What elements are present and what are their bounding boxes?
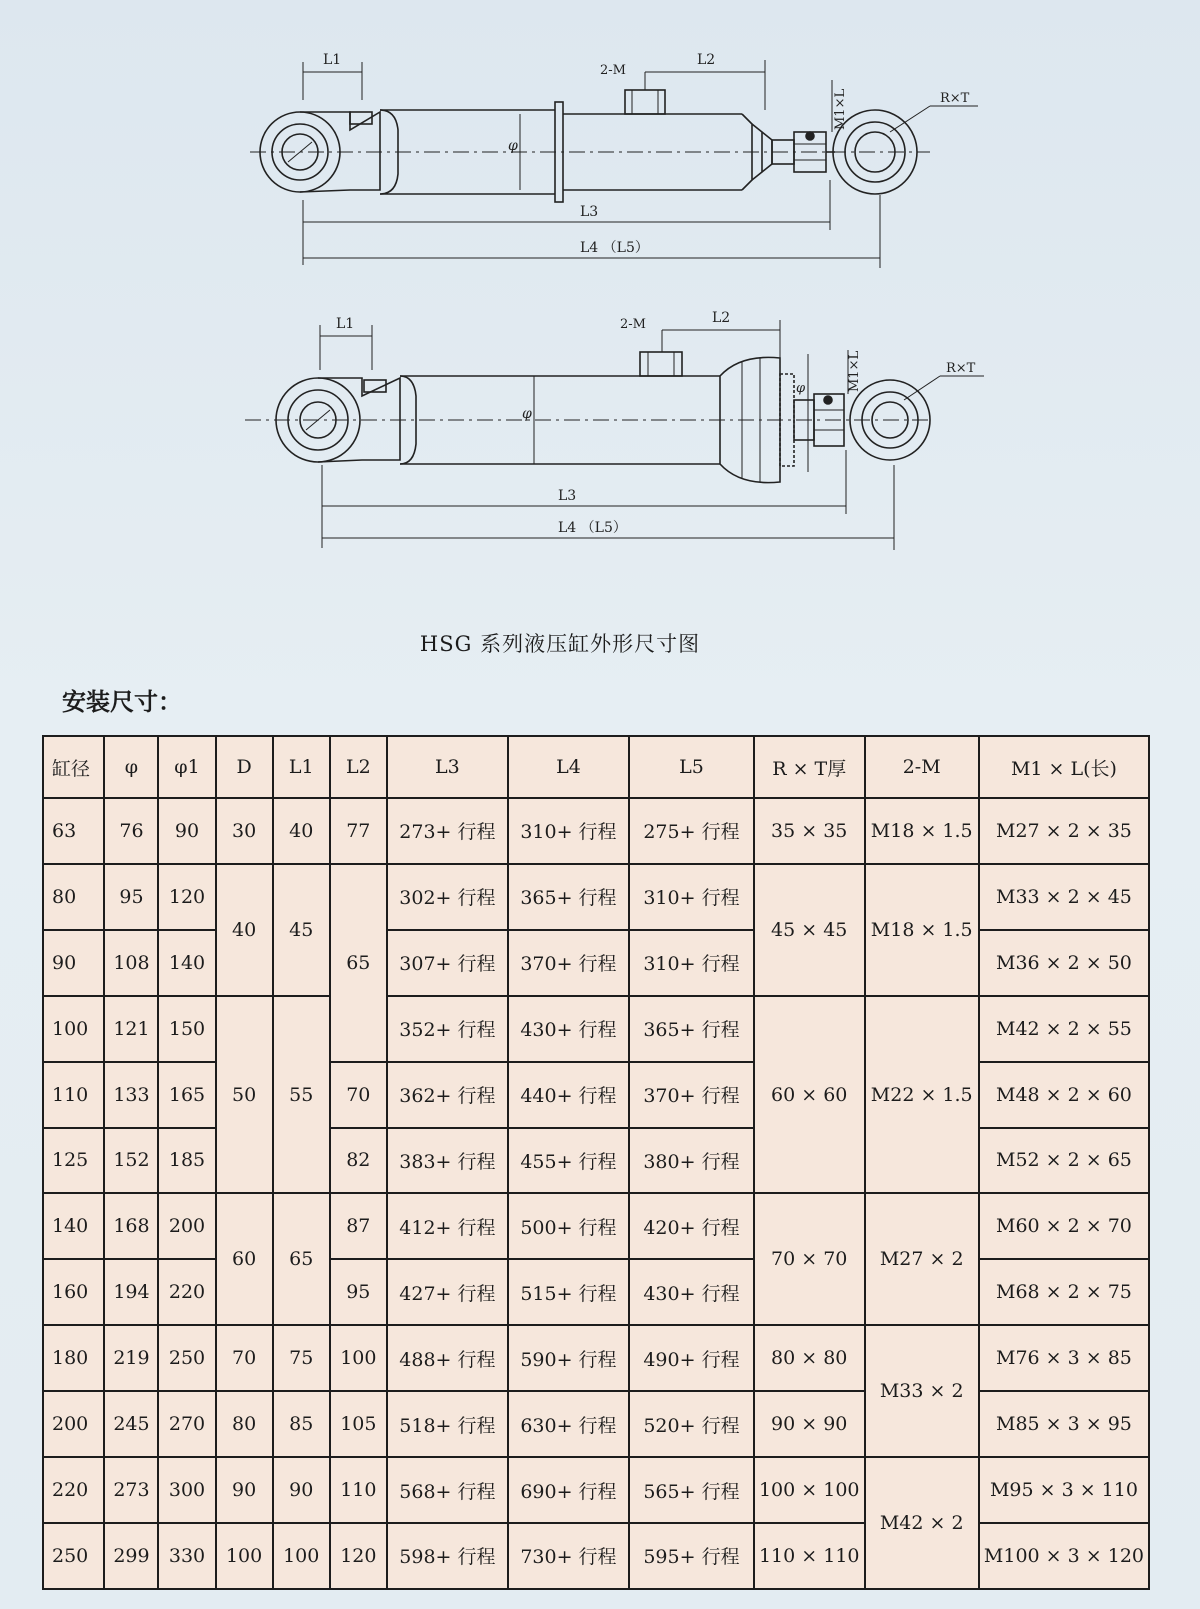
- cell-2m: M22 × 1.5: [865, 996, 979, 1194]
- cell-2m: M18 × 1.5: [865, 798, 979, 864]
- cell-phi1: 250: [158, 1325, 215, 1391]
- cylinder-drawing-top: [0, 40, 1200, 280]
- cell-phi: 95: [104, 864, 158, 930]
- table-row: [43, 1259, 1149, 1325]
- installation-dimensions-table: [42, 735, 1150, 1590]
- cell-l5: 420+ 行程: [629, 1193, 754, 1259]
- col-l4: L4: [508, 736, 629, 798]
- col-m1l: M1 × L(长): [979, 736, 1149, 798]
- label-phi-top: φ: [508, 138, 518, 154]
- cell-phi1: 90: [158, 798, 215, 864]
- cell-l4: 690+ 行程: [508, 1457, 629, 1523]
- cell-phi: 219: [104, 1325, 158, 1391]
- cell-m1l: M27 × 2 × 35: [979, 798, 1149, 864]
- cell-phi: 273: [104, 1457, 158, 1523]
- cell-2m: M42 × 2: [865, 1457, 979, 1589]
- cell-l2: 70: [330, 1062, 387, 1128]
- section-title: 安装尺寸：: [62, 688, 182, 716]
- col-d: D: [216, 736, 273, 798]
- table-header-row: [43, 736, 1149, 798]
- cell-2m: M33 × 2: [865, 1325, 979, 1457]
- table-row: [43, 1062, 1149, 1128]
- cell-l3: 427+ 行程: [387, 1259, 508, 1325]
- cell-l1: 40: [273, 798, 330, 864]
- cell-d: 100: [216, 1523, 273, 1589]
- label-2m-bottom: 2-M: [620, 317, 646, 332]
- cell-l5: 430+ 行程: [629, 1259, 754, 1325]
- cell-l4: 515+ 行程: [508, 1259, 629, 1325]
- cell-l2: 105: [330, 1391, 387, 1457]
- table-row: [43, 1523, 1149, 1589]
- cell-l3: 412+ 行程: [387, 1193, 508, 1259]
- cell-l2: 100: [330, 1325, 387, 1391]
- label-l3-bottom: L3: [558, 488, 577, 504]
- cell-m1l: M76 × 3 × 85: [979, 1325, 1149, 1391]
- col-phi: φ: [104, 736, 158, 798]
- cell-phi1: 270: [158, 1391, 215, 1457]
- cell-bore: 125: [43, 1128, 104, 1194]
- col-l5: L5: [629, 736, 754, 798]
- cell-l2: 120: [330, 1523, 387, 1589]
- cell-phi1: 165: [158, 1062, 215, 1128]
- cell-rt: 100 × 100: [754, 1457, 865, 1523]
- cell-m1l: M48 × 2 × 60: [979, 1062, 1149, 1128]
- cell-phi1: 330: [158, 1523, 215, 1589]
- cell-l5: 520+ 行程: [629, 1391, 754, 1457]
- cell-phi: 168: [104, 1193, 158, 1259]
- cell-d: 90: [216, 1457, 273, 1523]
- cell-l3: 383+ 行程: [387, 1128, 508, 1194]
- cell-l3: 273+ 行程: [387, 798, 508, 864]
- table-row: [43, 1193, 1149, 1259]
- table-row: [43, 1391, 1149, 1457]
- cell-bore: 100: [43, 996, 104, 1062]
- figure-caption: HSG 系列液压缸外形尺寸图: [419, 632, 701, 656]
- col-2m: 2-M: [865, 736, 979, 798]
- cell-phi: 245: [104, 1391, 158, 1457]
- cell-l4: 310+ 行程: [508, 798, 629, 864]
- label-l4l5-bottom: L4 （L5）: [558, 520, 627, 536]
- cell-l5: 310+ 行程: [629, 864, 754, 930]
- cell-l5: 490+ 行程: [629, 1325, 754, 1391]
- cell-m1l: M100 × 3 × 120: [979, 1523, 1149, 1589]
- cell-l4: 630+ 行程: [508, 1391, 629, 1457]
- label-phi-bottom: φ: [522, 406, 532, 422]
- cell-l2: 77: [330, 798, 387, 864]
- rear-eye-top: [260, 112, 340, 192]
- cell-2m: M27 × 2: [865, 1193, 979, 1325]
- cell-phi1: 120: [158, 864, 215, 930]
- cell-l1: 55: [273, 996, 330, 1194]
- cell-m1l: M33 × 2 × 45: [979, 864, 1149, 930]
- cell-phi: 299: [104, 1523, 158, 1589]
- label-rt-bottom: R×T: [946, 361, 976, 376]
- col-l3: L3: [387, 736, 508, 798]
- cell-d: 60: [216, 1193, 273, 1325]
- cell-l2: 110: [330, 1457, 387, 1523]
- cell-l4: 370+ 行程: [508, 930, 629, 996]
- cell-phi: 152: [104, 1128, 158, 1194]
- cell-l3: 302+ 行程: [387, 864, 508, 930]
- cell-phi1: 140: [158, 930, 215, 996]
- cell-bore: 250: [43, 1523, 104, 1589]
- label-phi1-bottom: φ: [796, 381, 806, 396]
- label-l2-top: L2: [697, 52, 716, 68]
- cell-d: 50: [216, 996, 273, 1194]
- cell-rt: 90 × 90: [754, 1391, 865, 1457]
- cell-l4: 440+ 行程: [508, 1062, 629, 1128]
- cell-l5: 595+ 行程: [629, 1523, 754, 1589]
- cell-l4: 730+ 行程: [508, 1523, 629, 1589]
- cell-l3: 488+ 行程: [387, 1325, 508, 1391]
- label-l1-bottom: L1: [336, 316, 355, 332]
- col-rt: R × T厚: [754, 736, 865, 798]
- table-row: [43, 798, 1149, 864]
- cell-rt: 70 × 70: [754, 1193, 865, 1325]
- cell-d: 70: [216, 1325, 273, 1391]
- table-row: [43, 1325, 1149, 1391]
- cell-l3: 518+ 行程: [387, 1391, 508, 1457]
- cell-l5: 380+ 行程: [629, 1128, 754, 1194]
- cell-l3: 568+ 行程: [387, 1457, 508, 1523]
- cell-l5: 565+ 行程: [629, 1457, 754, 1523]
- cell-l1: 65: [273, 1193, 330, 1325]
- cell-l5: 370+ 行程: [629, 1062, 754, 1128]
- cell-rt: 110 × 110: [754, 1523, 865, 1589]
- cell-l5: 275+ 行程: [629, 798, 754, 864]
- cell-l4: 365+ 行程: [508, 864, 629, 930]
- cell-l2: 65: [330, 864, 387, 1062]
- cell-phi: 194: [104, 1259, 158, 1325]
- cell-m1l: M95 × 3 × 110: [979, 1457, 1149, 1523]
- label-l1-top: L1: [323, 52, 342, 68]
- cell-m1l: M60 × 2 × 70: [979, 1193, 1149, 1259]
- cell-bore: 200: [43, 1391, 104, 1457]
- cell-l1: 45: [273, 864, 330, 996]
- cell-bore: 160: [43, 1259, 104, 1325]
- cell-l4: 500+ 行程: [508, 1193, 629, 1259]
- col-bore: 缸径: [43, 736, 104, 798]
- cell-bore: 110: [43, 1062, 104, 1128]
- col-l1: L1: [273, 736, 330, 798]
- cell-phi1: 200: [158, 1193, 215, 1259]
- cell-m1l: M85 × 3 × 95: [979, 1391, 1149, 1457]
- table-row: [43, 1457, 1149, 1523]
- cell-phi: 133: [104, 1062, 158, 1128]
- cell-phi: 121: [104, 996, 158, 1062]
- cell-m1l: M42 × 2 × 55: [979, 996, 1149, 1062]
- cell-bore: 80: [43, 864, 104, 930]
- cell-l4: 430+ 行程: [508, 996, 629, 1062]
- cell-bore: 63: [43, 798, 104, 864]
- cell-l5: 310+ 行程: [629, 930, 754, 996]
- table-row: [43, 996, 1149, 1062]
- cell-rt: 45 × 45: [754, 864, 865, 996]
- table-row: [43, 930, 1149, 996]
- label-m1l-top: M1×L: [833, 88, 848, 130]
- label-m1l-bottom: M1×L: [847, 350, 862, 392]
- cell-l2: 82: [330, 1128, 387, 1194]
- cell-bore: 180: [43, 1325, 104, 1391]
- cell-l1: 85: [273, 1391, 330, 1457]
- cylinder-drawing-bottom: [0, 300, 1200, 580]
- cell-phi: 108: [104, 930, 158, 996]
- rear-eye-bottom: [276, 378, 360, 462]
- cell-rt: 35 × 35: [754, 798, 865, 864]
- cell-2m: M18 × 1.5: [865, 864, 979, 996]
- cell-phi: 76: [104, 798, 158, 864]
- label-2m-top: 2-M: [600, 63, 626, 78]
- label-l2-bottom: L2: [712, 310, 731, 326]
- label-l4l5-top: L4 （L5）: [580, 240, 649, 256]
- cell-l5: 365+ 行程: [629, 996, 754, 1062]
- label-rt-top: R×T: [940, 91, 970, 106]
- cell-rt: 60 × 60: [754, 996, 865, 1194]
- cell-l1: 75: [273, 1325, 330, 1391]
- cell-bore: 220: [43, 1457, 104, 1523]
- cell-l3: 362+ 行程: [387, 1062, 508, 1128]
- cell-phi1: 150: [158, 996, 215, 1062]
- cell-m1l: M36 × 2 × 50: [979, 930, 1149, 996]
- cell-bore: 140: [43, 1193, 104, 1259]
- cell-phi1: 300: [158, 1457, 215, 1523]
- cell-d: 80: [216, 1391, 273, 1457]
- col-l2: L2: [330, 736, 387, 798]
- label-l3-top: L3: [580, 204, 599, 220]
- table-row: [43, 1128, 1149, 1194]
- cell-phi1: 220: [158, 1259, 215, 1325]
- table-row: [43, 864, 1149, 930]
- cell-d: 30: [216, 798, 273, 864]
- cell-l2: 87: [330, 1193, 387, 1259]
- cell-phi1: 185: [158, 1128, 215, 1194]
- cell-bore: 90: [43, 930, 104, 996]
- cell-rt: 80 × 80: [754, 1325, 865, 1391]
- cell-d: 40: [216, 864, 273, 996]
- cell-l4: 590+ 行程: [508, 1325, 629, 1391]
- cell-l3: 598+ 行程: [387, 1523, 508, 1589]
- col-phi1: φ1: [158, 736, 215, 798]
- cell-l3: 352+ 行程: [387, 996, 508, 1062]
- cell-m1l: M68 × 2 × 75: [979, 1259, 1149, 1325]
- cell-l4: 455+ 行程: [508, 1128, 629, 1194]
- cell-l1: 100: [273, 1523, 330, 1589]
- cell-l2: 95: [330, 1259, 387, 1325]
- cell-l1: 90: [273, 1457, 330, 1523]
- cell-m1l: M52 × 2 × 65: [979, 1128, 1149, 1194]
- cell-l3: 307+ 行程: [387, 930, 508, 996]
